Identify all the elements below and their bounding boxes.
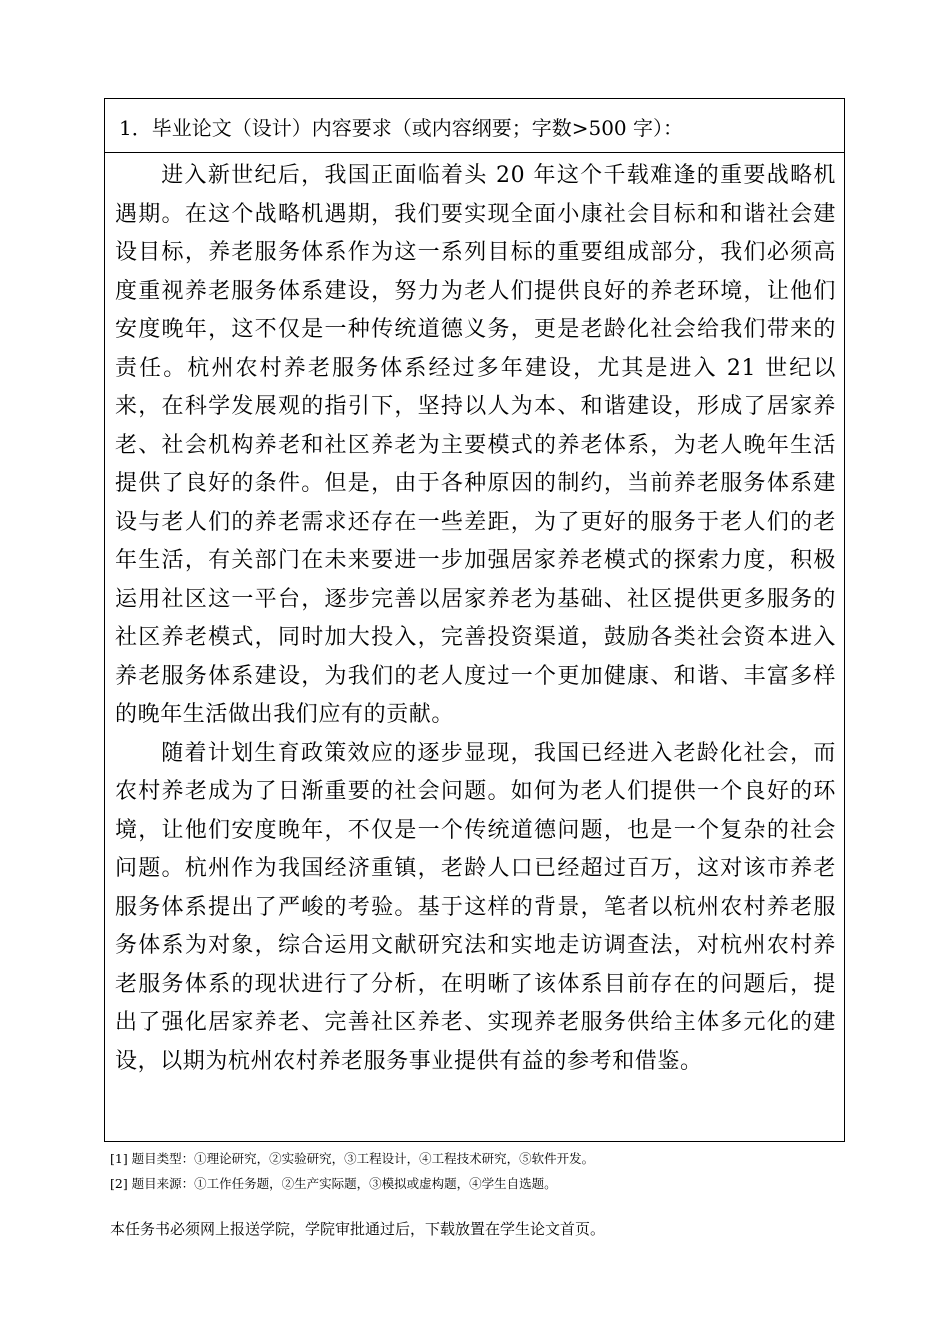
body-paragraph-1: 进入新世纪后，我国正面临着头 20 年这个千载难逢的重要战略机遇期。在这个战略机遇期，我们要实现全面小康社会目标和和谐社会建设目标，养老服务体系作为这一系列目标的重要组成部分，我们必须高度重视养老服务体系建设，努力为老人们提供良好的养老环境，让他们安度晚年，这不仅是一种传统道德义务，更是老龄化社会给我们带来的责任。杭州农村养老服务体系经过多年建设，尤其是进入 21 世纪以来，在科学发展观的指引下，坚持以人为本、和谐建设，形成了居家养老、社会机构养老和社区养老为主要模式的养老体系，为老人晚年生活提供了良好的条件。但是，由于各种原因的制约，当前养老服务体系建设与老人们的养老需求还存在一些差距，为了更好的服务于老人们的老年生活，有关部门在未来要进一步加强居家养老模式的探索力度，积极运用社区这一平台，逐步完善以居家养老为基础、社区提供更多服务的社区养老模式，同时加大投入，完善投资渠道，鼓励各类社会资本进入养老服务体系建设，为我们的老人度过一个更加健康、和谐、丰富多样的晚年生活做出我们应有的贡献。	[115, 163, 836, 727]
section-body	[105, 153, 844, 1081]
content-requirements-table	[104, 98, 845, 1142]
footnote-topic-type: [1] 题目类型：①理论研究，②实验研究，③工程设计，④工程技术研究，⑤软件开发。	[110, 1151, 595, 1166]
footnote-topic-source: [2] 题目来源：①工作任务题，②生产实际题，③模拟或虚构题，④学生自选题。	[110, 1176, 557, 1191]
footnotes	[110, 1146, 850, 1196]
submission-notice: 本任务书必须网上报送学院，学院审批通过后，下载放置在学生论文首页。	[110, 1220, 606, 1238]
section-heading: 1．毕业论文（设计）内容要求（或内容纲要；字数>500 字）：	[105, 99, 844, 153]
body-paragraph-2: 随着计划生育政策效应的逐步显现，我国已经进入老龄化社会，而农村养老成为了日渐重要的社会问题。如何为老人们提供一个良好的环境，让他们安度晚年，不仅是一个传统道德问题，也是一个复杂的社会问题。杭州作为我国经济重镇，老龄人口已经超过百万，这对该市养老服务体系提出了严峻的考验。基于这样的背景，笔者以杭州农村养老服务体系为对象，综合运用文献研究法和实地走访调查法，对杭州农村养老服务体系的现状进行了分析，在明晰了该体系目前存在的问题后，提出了强化居家养老、完善社区养老、实现养老服务供给主体多元化的建设，以期为杭州农村养老服务事业提供有益的参考和借鉴。	[115, 740, 836, 1074]
